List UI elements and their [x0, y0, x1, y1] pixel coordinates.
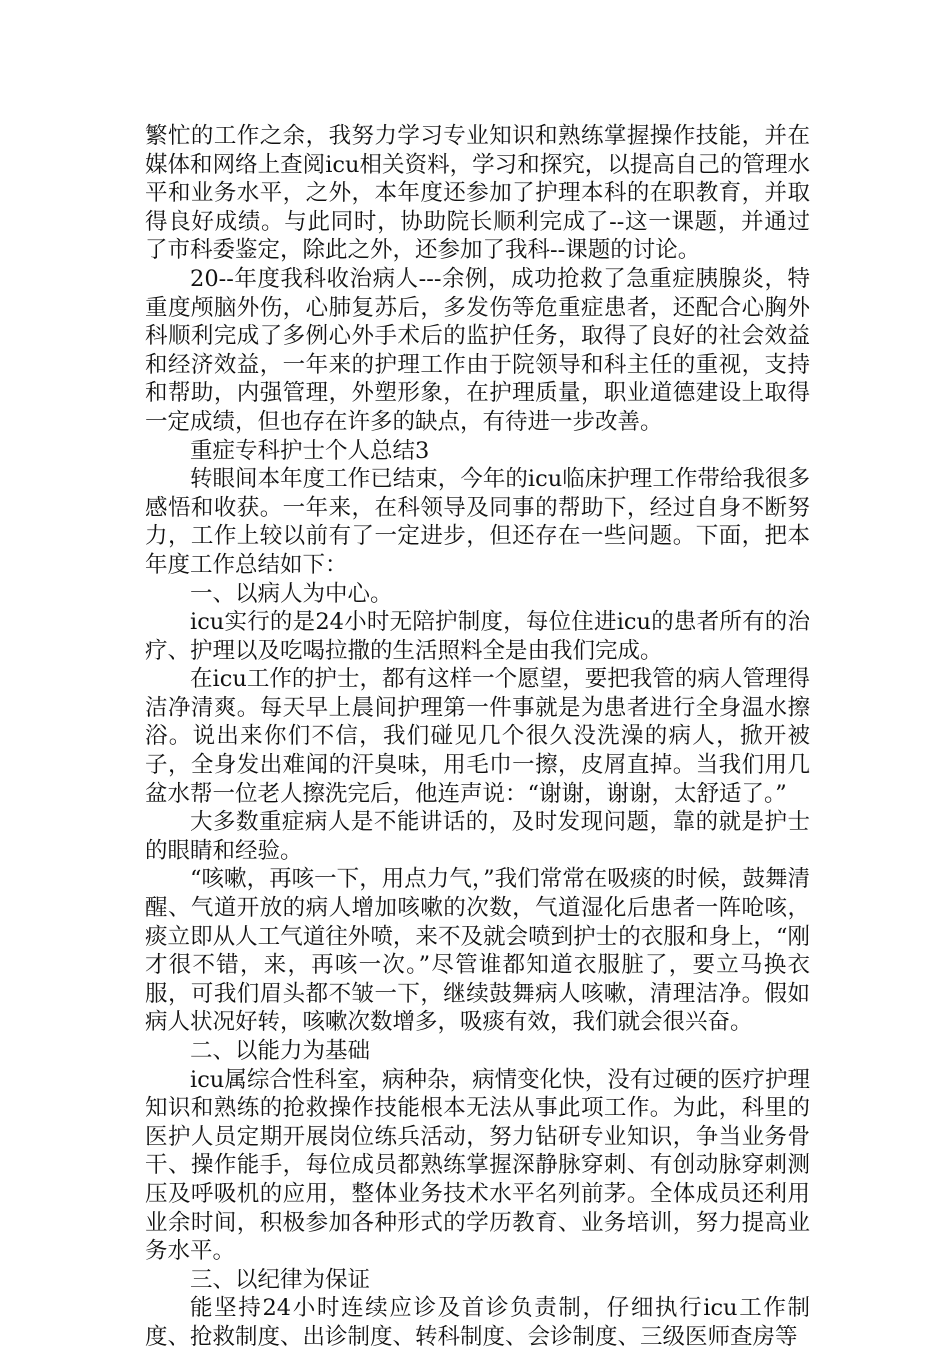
- paragraph-icu-no-escort: icu实行的是24小时无陪护制度，每位住进icu的患者所有的治疗、护理以及吃喝拉撒的生活照料全是由我们完成。: [145, 609, 810, 664]
- paragraph-intro: 转眼间本年度工作已结束，今年的icu临床护理工作带给我很多感悟和收获。一年来，在科领导及同事的帮助下，经过自身不断努力，工作上较以前有了一定进步，但还存在一些问题。下面，把本年度工作总结如下：: [145, 466, 810, 578]
- paragraph-bath-care: 在icu工作的护士，都有这样一个愿望，要把我管的病人管理得洁净清爽。每天早上晨间护理第一件事就是为患者进行全身温水擦浴。说出来你们不信，我们碰见几个很久没洗澡的病人，掀开被子，全身发出难闻的汗臭味，用毛巾一擦，皮屑直掉。当我们用几盆水帮一位老人擦洗完后，他连声说：“谢谢，谢谢，太舒适了。”: [145, 666, 810, 807]
- paragraph-skills: icu属综合性科室，病种杂，病情变化快，没有过硬的医疗护理知识和熟练的抢救操作技能根本无法从事此项工作。为此，科里的医护人员定期开展岗位练兵活动，努力钻研专业知识，争当业务骨干、操作能手，每位成员都熟练掌握深静脉穿刺、有创动脉穿刺测压及呼吸机的应用，整体业务技术水平名列前茅。全体成员还利用业余时间，积极参加各种形式的学历教育、业务培训，努力提高业务水平。: [145, 1066, 810, 1265]
- heading-patient-centered: 一、以病人为中心。: [190, 580, 393, 607]
- heading-discipline: 三、以纪律为保证: [190, 1266, 371, 1293]
- heading-ability: 二、以能力为基础: [190, 1038, 371, 1064]
- paragraph-cough: “咳嗽，再咳一下，用点力气，”我们常常在吸痰的时候，鼓舞清醒、气道开放的病人增加咳嗽的次数，气道湿化后患者一阵呛咳，痰立即从人工气道往外喷，来不及就会喷到护士的衣服和身上，“刚才很不错，来，再咳一次。”尽管谁都知道衣服脏了，要立马换衣服，可我们眉头都不皱一下，继续鼓舞病人咳嗽，清理洁净。假如病人状况好转，咳嗽次数增多，吸痰有效，我们就会很兴奋。: [145, 866, 810, 1036]
- paragraph-1: 繁忙的工作之余，我努力学习专业知识和熟练掌握操作技能，并在媒体和网络上查阅icu相关资料，学习和探究，以提高自己的管理水平和业务水平，之外，本年度还参加了护理本科的在职教育，并取得良好成绩。与此同时，协助院长顺利完成了--这一课题，并通过了市科委鉴定，除此之外，还参加了我科--课题的讨论。: [145, 123, 810, 264]
- paragraph-2: 20--年度我科收治病人---余例，成功抢救了急重症胰腺炎，特重度颅脑外伤，心肺复苏后，多发伤等危重症患者，还配合心胸外科顺利完成了多例心外手术后的监护任务，取得了良好的社会效益和经济效益，一年来的护理工作由于院领导和科主任的重视，支持和帮助，内强管理，外塑形象，在护理质量，职业道德建设上取得一定成绩，但也存在许多的缺点，有待进一步改善。: [145, 265, 810, 435]
- paragraph-rules: 能坚持24小时连续应诊及首诊负责制，仔细执行icu工作制度、抢救制度、出诊制度、转科制度、会诊制度、三级医师查房等: [145, 1295, 810, 1350]
- document-body: [145, 122, 810, 1352]
- section-heading-summary-3: 重症专科护士个人总结3: [190, 437, 430, 464]
- paragraph-observation: 大多数重症病人是不能讲话的，及时发现问题，靠的就是护士的眼睛和经验。: [145, 809, 810, 864]
